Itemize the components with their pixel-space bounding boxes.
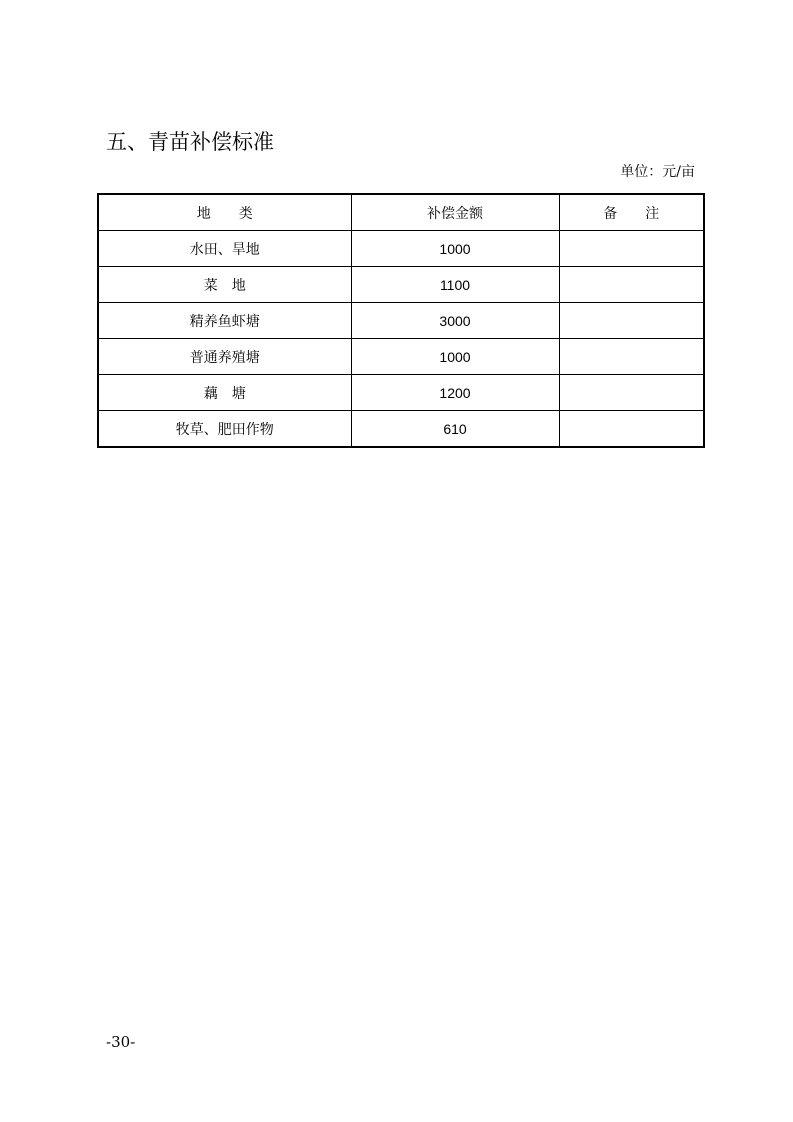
amount-cell: 1200 (351, 375, 559, 411)
land-type-cell: 水田、旱地 (98, 231, 351, 267)
header-land-type: 地 类 (98, 194, 351, 231)
amount-cell: 610 (351, 411, 559, 448)
land-type-cell: 精养鱼虾塘 (98, 303, 351, 339)
note-cell (559, 303, 704, 339)
unit-label: 单位：元/亩 (620, 164, 695, 180)
table-header-row (98, 194, 704, 231)
header-amount: 补偿金额 (351, 194, 559, 231)
note-cell (559, 375, 704, 411)
table-row (98, 339, 704, 375)
table-row (98, 375, 704, 411)
compensation-table (97, 193, 705, 448)
amount-cell: 1000 (351, 231, 559, 267)
amount-cell: 3000 (351, 303, 559, 339)
header-note: 备 注 (559, 194, 704, 231)
land-type-cell: 菜 地 (98, 267, 351, 303)
table-row (98, 231, 704, 267)
note-cell (559, 411, 704, 448)
note-cell (559, 231, 704, 267)
note-cell (559, 339, 704, 375)
table-row (98, 303, 704, 339)
page-number: -30- (106, 1033, 136, 1051)
table-row (98, 267, 704, 303)
note-cell (559, 267, 704, 303)
land-type-cell: 藕 塘 (98, 375, 351, 411)
land-type-cell: 牧草、肥田作物 (98, 411, 351, 448)
amount-cell: 1100 (351, 267, 559, 303)
section-title: 五、青苗补偿标准 (106, 130, 274, 154)
land-type-cell: 普通养殖塘 (98, 339, 351, 375)
table-row (98, 411, 704, 448)
amount-cell: 1000 (351, 339, 559, 375)
